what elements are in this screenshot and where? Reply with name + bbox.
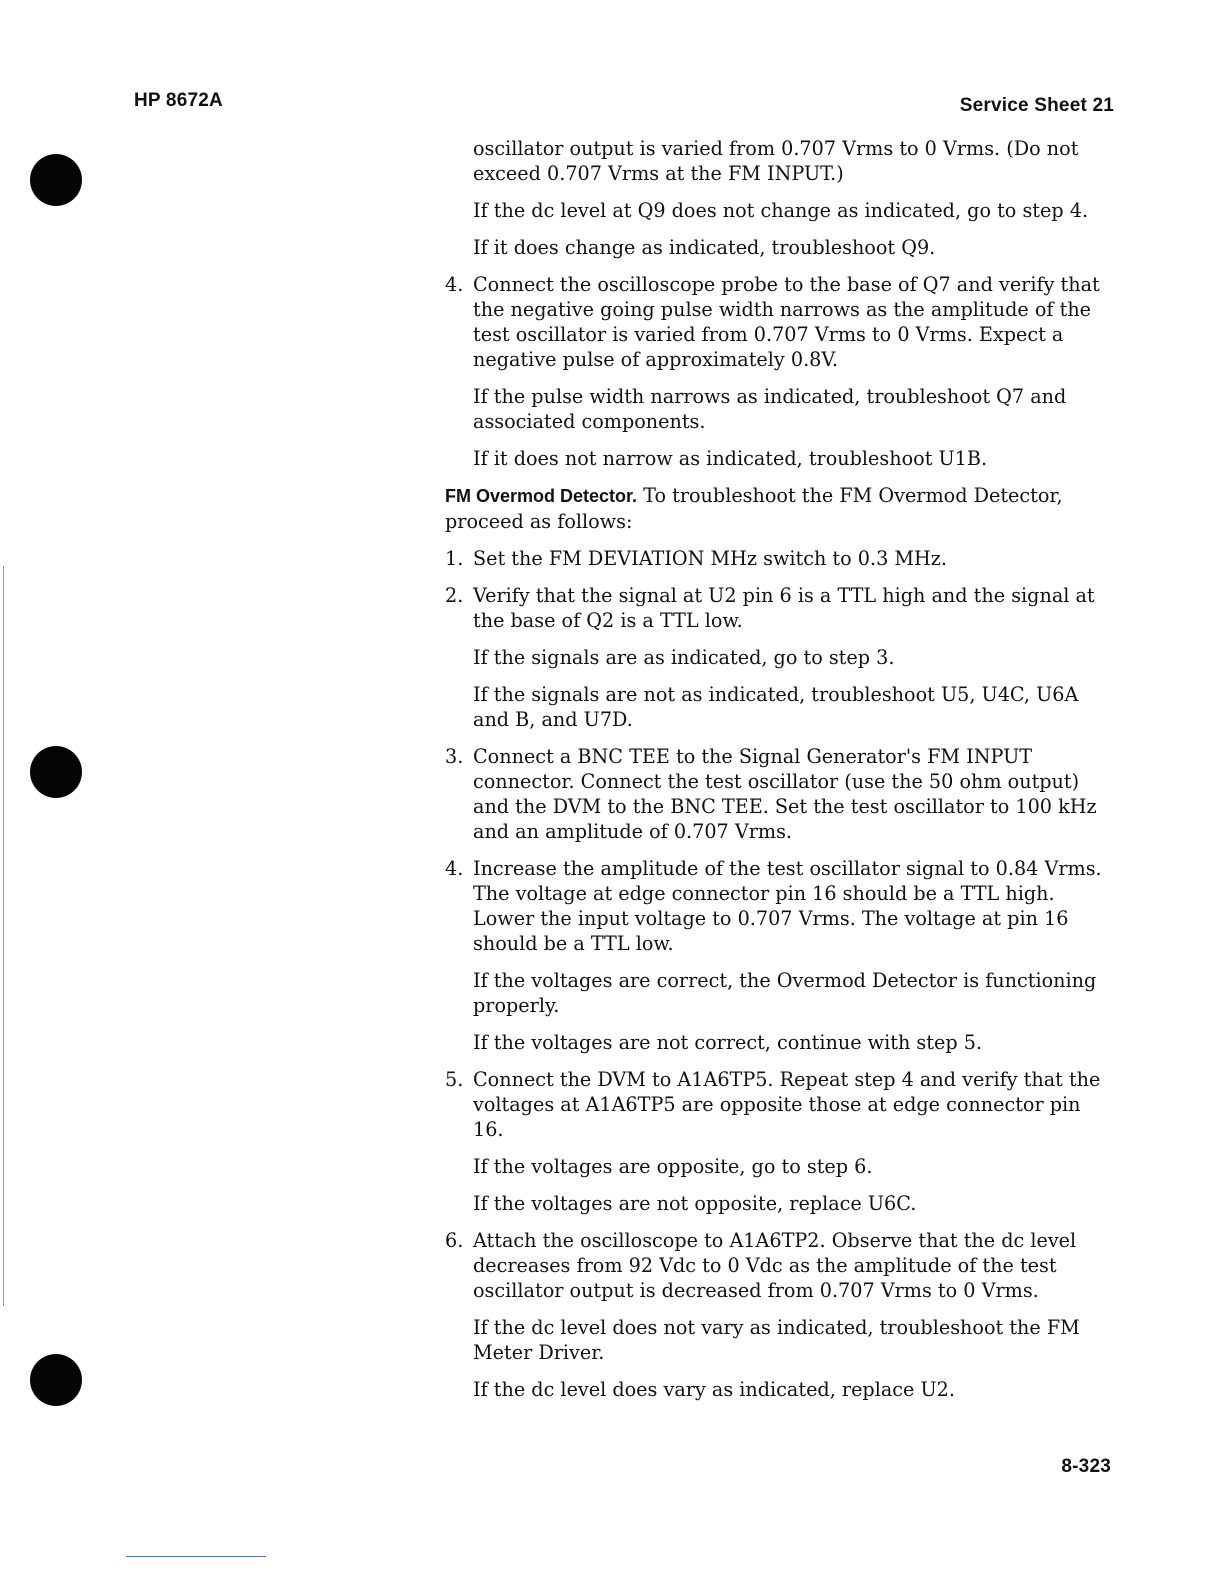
section-intro [445, 483, 1115, 534]
note-paragraph: If the voltages are not correct, continue with step 5. [473, 1031, 983, 1054]
body-text [445, 136, 1115, 1414]
binder-hole-icon [30, 1354, 82, 1406]
binder-hole-icon [30, 746, 82, 798]
step-number: 4. [445, 857, 464, 880]
page-number: 8-323 [1061, 1456, 1111, 1477]
note-paragraph: If the dc level does not vary as indicated, troubleshoot the FM Meter Driver. [473, 1316, 1080, 1364]
list-item [445, 1228, 1115, 1303]
list-item [445, 856, 1115, 956]
step-text: Connect the oscilloscope probe to the base of Q7 and verify that the negative going pulse width narrows as the amplitude of the test oscillator is varied from 0.707 Vrms to 0 Vrms. Expect a negative pulse of approximately 0.8V. [473, 273, 1100, 371]
step-text: Set the FM DEVIATION MHz switch to 0.3 MHz. [473, 547, 947, 570]
step-text: Connect a BNC TEE to the Signal Generator's FM INPUT connector. Connect the test oscillator (use the 50 ohm output) and the DVM to the BNC TEE. Set the test oscillator to 100 kHz and an amplitude of 0.707 Vrms. [473, 745, 1097, 843]
note-paragraph: If the voltages are correct, the Overmod Detector is functioning properly. [473, 969, 1097, 1017]
step-text: Verify that the signal at U2 pin 6 is a TTL high and the signal at the base of Q2 is a TTL low. [473, 584, 1095, 632]
note-paragraph: If it does not narrow as indicated, troubleshoot U1B. [473, 447, 988, 470]
list-item [445, 546, 1115, 571]
scan-edge-line [3, 566, 4, 1306]
continued-paragraph: oscillator output is varied from 0.707 Vrms to 0 Vrms. (Do not exceed 0.707 Vrms at the FM INPUT.) [473, 137, 1079, 185]
list-item [445, 744, 1115, 844]
note-paragraph: If the dc level does vary as indicated, replace U2. [473, 1378, 955, 1401]
footer-rule [126, 1556, 266, 1557]
binder-hole-icon [30, 154, 82, 206]
list-item [445, 583, 1115, 633]
note-paragraph: If the signals are as indicated, go to step 3. [473, 646, 895, 669]
step-number: 3. [445, 745, 464, 768]
step-number: 2. [445, 584, 464, 607]
step-text: Increase the amplitude of the test oscillator signal to 0.84 Vrms. The voltage at edge connector pin 16 should be a TTL high. Lower the input voltage to 0.707 Vrms. The voltage at pin 16 should be a TTL low. [473, 857, 1102, 955]
list-item [445, 272, 1115, 372]
note-paragraph: If the voltages are not opposite, replace U6C. [473, 1192, 917, 1215]
step-number: 6. [445, 1229, 464, 1252]
note-paragraph: If it does change as indicated, troubleshoot Q9. [473, 236, 936, 259]
note-paragraph: If the signals are not as indicated, troubleshoot U5, U4C, U6A and B, and U7D. [473, 683, 1079, 731]
list-item [445, 1067, 1115, 1142]
note-paragraph: If the pulse width narrows as indicated, troubleshoot Q7 and associated components. [473, 385, 1067, 433]
note-paragraph: If the dc level at Q9 does not change as indicated, go to step 4. [473, 199, 1089, 222]
section-intro-text: To troubleshoot the FM Overmod Detector, proceed as follows: [445, 484, 1063, 533]
section-title: FM Overmod Detector. [445, 486, 638, 506]
note-paragraph: If the voltages are opposite, go to step 6. [473, 1155, 873, 1178]
header-service-sheet: Service Sheet 21 [959, 95, 1114, 116]
header-model: HP 8672A [134, 90, 223, 111]
step-text: Attach the oscilloscope to A1A6TP2. Observe that the dc level decreases from 92 Vdc to 0 Vdc as the amplitude of the test oscillator output is decreased from 0.707 Vrms to 0 Vrms. [473, 1229, 1077, 1302]
step-number: 1. [445, 547, 464, 570]
step-text: Connect the DVM to A1A6TP5. Repeat step 4 and verify that the voltages at A1A6TP5 are opposite those at edge connector pin 16. [473, 1068, 1101, 1141]
step-number: 4. [445, 273, 464, 296]
step-number: 5. [445, 1068, 464, 1091]
